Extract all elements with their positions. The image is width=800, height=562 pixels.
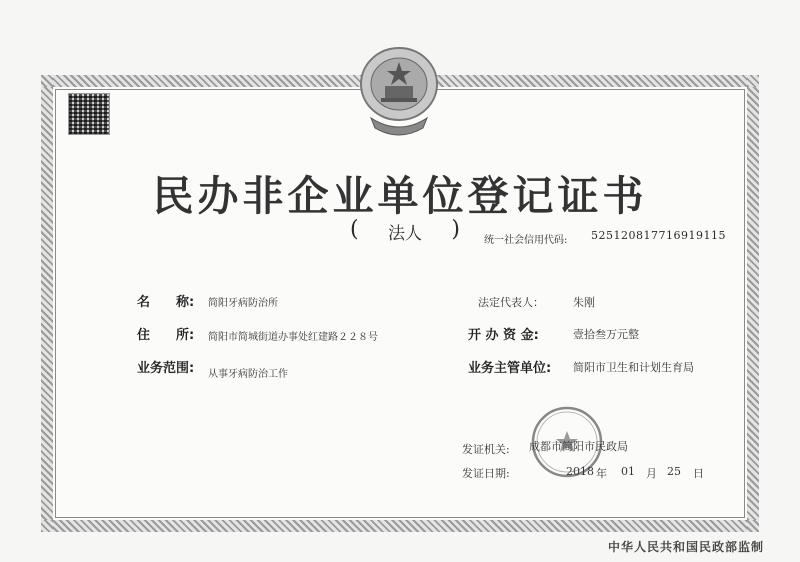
address-label: 住 所: (137, 328, 195, 343)
issuer-value: 成都市简阳市民政局 (529, 440, 628, 453)
capital-label: 开 办 资 金: (468, 328, 539, 343)
capital-value: 壹拾叁万元整 (573, 328, 639, 341)
authority-value: 简阳市卫生和计划生育局 (573, 361, 694, 374)
scope-value: 从事牙病防治工作 (208, 369, 288, 380)
name-value: 简阳牙病防治所 (208, 298, 278, 309)
legal-person-type (350, 219, 460, 244)
date-day-unit: 日 (693, 467, 704, 480)
date-day: 25 (667, 465, 681, 478)
credit-code-value: 52512081771691911​5 (591, 229, 726, 242)
legal-rep-value: 朱刚 (573, 296, 595, 309)
date-year-unit: 年 (596, 467, 607, 480)
date-month-unit: 月 (646, 467, 657, 480)
address-value: 简阳市简城街道办事处红建路２２８号 (208, 332, 378, 343)
footer-supervisor: 中华人民共和国民政部监制 (607, 540, 764, 554)
right-paren: ) (451, 217, 460, 242)
qr-code-icon (68, 93, 110, 135)
issuer-label: 发证机关: (462, 443, 510, 456)
authority-label: 业务主管单位: (468, 361, 552, 376)
left-paren: ( (350, 217, 359, 242)
name-label: 名 称: (137, 295, 195, 310)
credit-code-label: 统一社会信用代码: (484, 235, 568, 246)
legal-rep-label: 法定代表人： (478, 296, 544, 309)
date-month: 01 (621, 465, 635, 478)
scope-label: 业务范围: (137, 361, 195, 376)
type-label: 法人 (388, 224, 422, 244)
date-year: 2018 (566, 465, 594, 478)
date-label: 发证日期: (462, 467, 510, 480)
certificate-title: 民办非企业单位登记证书 (152, 172, 648, 220)
national-emblem-icon (357, 44, 441, 140)
